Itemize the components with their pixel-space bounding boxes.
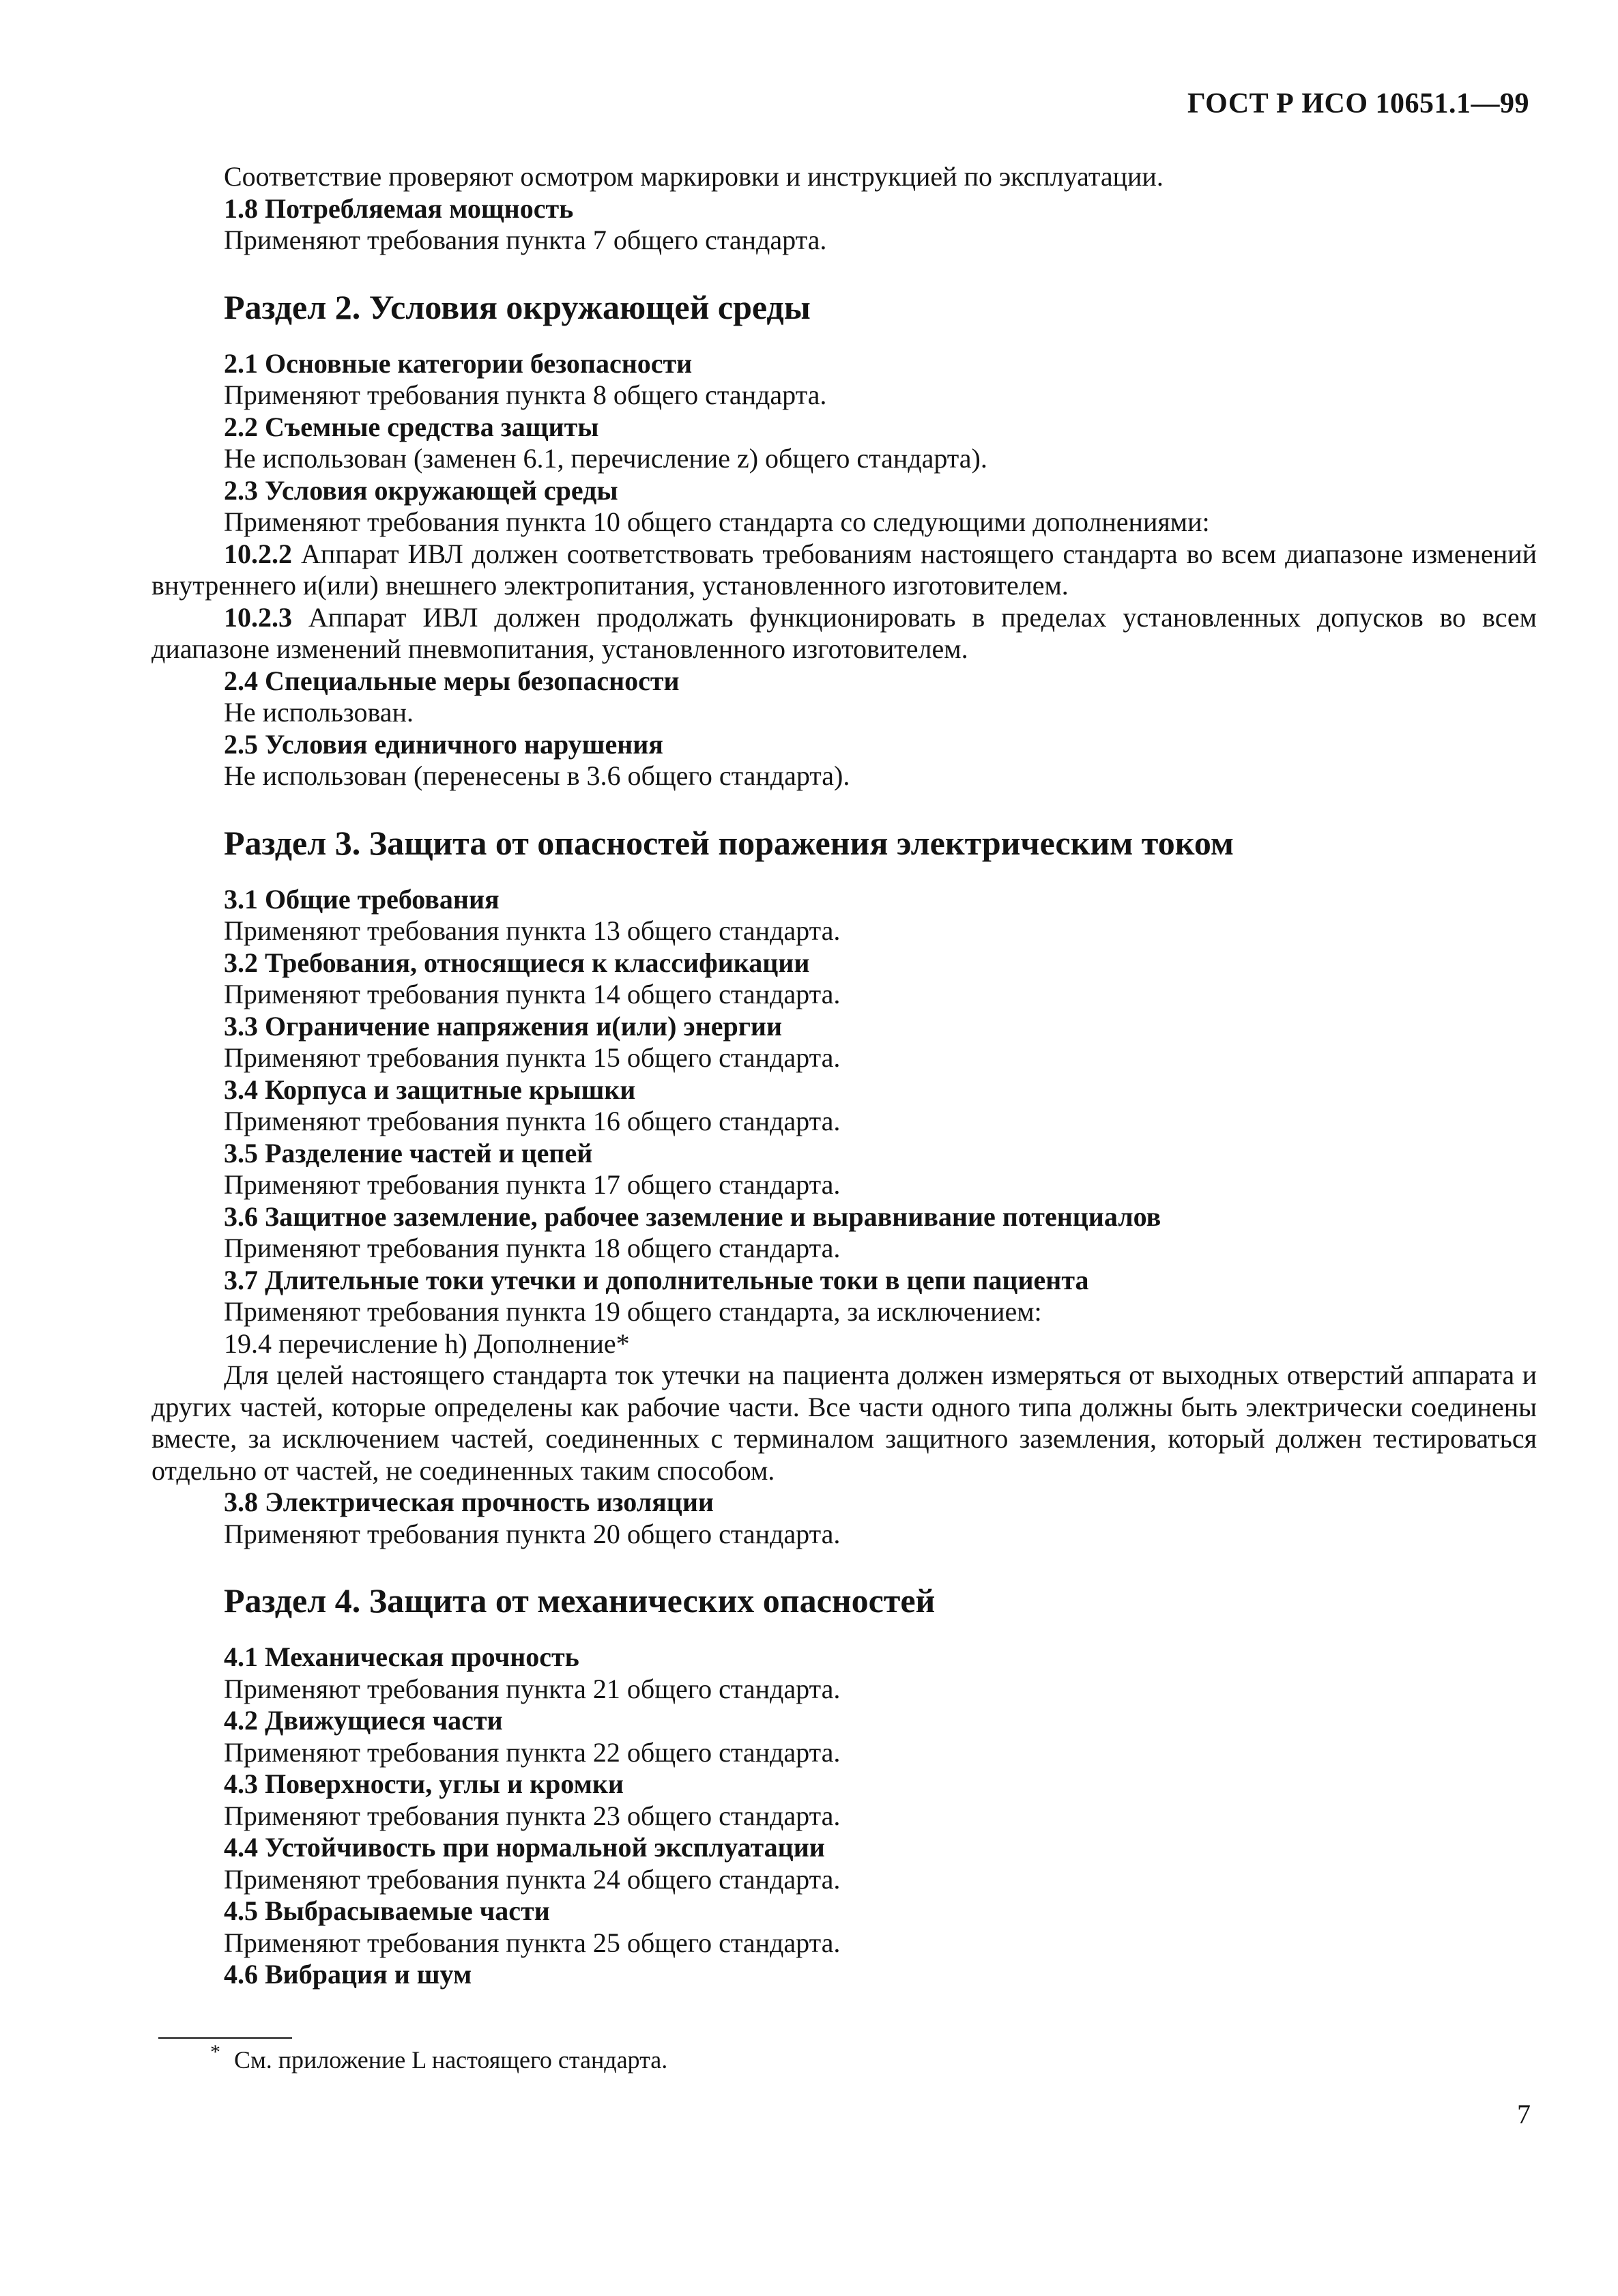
text-line: Не использован (перенесены в 3.6 общего стандарта). <box>224 760 850 791</box>
clause-heading: 4.2 Движущиеся части <box>224 1705 503 1736</box>
clause-number: 10.2.2 <box>224 538 292 569</box>
text-line: Применяют требования пункта 16 общего стандарта. <box>224 1106 841 1136</box>
text-line: Применяют требования пункта 7 общего стандарта. <box>224 225 827 255</box>
clause-heading: 3.7 Длительные токи утечки и дополнительные токи в цепи пациента <box>224 1264 1089 1295</box>
text-line: Применяют требования пункта 14 общего стандарта. <box>224 979 841 1009</box>
clause-heading: 4.1 Механическая прочность <box>224 1641 579 1672</box>
text-line: Применяют требования пункта 25 общего стандарта. <box>224 1927 841 1958</box>
text-line: Не использован (заменен 6.1, перечисление z) общего стандарта). <box>224 443 987 474</box>
page-number: 7 <box>1517 2099 1531 2129</box>
text-line: Применяют требования пункта 17 общего стандарта. <box>224 1169 841 1200</box>
text-line: Применяют требования пункта 23 общего стандарта. <box>224 1800 841 1831</box>
clause-heading: 3.4 Корпуса и защитные крышки <box>224 1074 636 1105</box>
document-body <box>151 161 1537 1991</box>
paragraph <box>151 1360 1537 1487</box>
paragraph-text: Для целей настоящего стандарта ток утечки на пациента должен измеряться от выходных отверстий аппарата и других частей, которые определены как рабочие части. Все части одного типа должны быть электрически соединены вместе, за исключением частей, соединенных с терминалом защитного заземления, который должен тестироваться отдельно от частей, не соединенных таким способом. <box>151 1360 1537 1486</box>
clause-heading: 4.4 Устойчивость при нормальной эксплуатации <box>224 1832 825 1863</box>
section-heading: Раздел 3. Защита от опасностей поражения электрическим током <box>224 823 1234 862</box>
clause-heading: 3.5 Разделение частей и цепей <box>224 1137 593 1168</box>
text-line: Применяют требования пункта 18 общего стандарта. <box>224 1233 841 1263</box>
text-line: Применяют требования пункта 22 общего стандарта. <box>224 1736 841 1768</box>
clause-heading: 2.4 Специальные меры безопасности <box>224 665 680 696</box>
text-line: Применяют требования пункта 10 общего стандарта со следующими дополнениями: <box>224 506 1210 537</box>
paragraph <box>151 602 1537 665</box>
clause-heading: 2.2 Съемные средства защиты <box>224 411 599 442</box>
footnote-text: См. приложение L настоящего стандарта. <box>234 2046 668 2073</box>
clause-heading: 4.3 Поверхности, углы и кромки <box>224 1768 624 1799</box>
clause-heading: 3.6 Защитное заземление, рабочее заземление и выравнивание потенциалов <box>224 1201 1161 1232</box>
paragraph-text: Аппарат ИВЛ должен продолжать функционировать в пределах установленных допусков во всем диапазоне изменений пневмопитания, установленного изготовителем. <box>151 601 1537 664</box>
paragraph <box>151 539 1537 602</box>
clause-heading: 3.8 Электрическая прочность изоляции <box>224 1487 714 1517</box>
text-line: Применяют требования пункта 24 общего стандарта. <box>224 1863 841 1895</box>
clause-heading: 2.3 Условия окружающей среды <box>224 474 618 506</box>
text-line: Не использован. <box>224 697 414 728</box>
footnote <box>210 2041 668 2077</box>
clause-number: 10.2.3 <box>224 601 292 633</box>
clause-heading: 3.2 Требования, относящиеся к классификации <box>224 947 810 978</box>
paragraph-text: Аппарат ИВЛ должен соответствовать требованиям настоящего стандарта во всем диапазоне изменений внутреннего и(или) внешнего электропитания, установленного изготовителем. <box>151 538 1537 601</box>
text-line: Соответствие проверяют осмотром маркировки и инструкцией по эксплуатации. <box>224 161 1164 192</box>
text-line: Применяют требования пункта 8 общего стандарта. <box>224 379 827 410</box>
text-line: Применяют требования пункта 13 общего стандарта. <box>224 915 841 946</box>
section-heading: Раздел 4. Защита от механических опасностей <box>224 1581 936 1620</box>
text-line: Применяют требования пункта 20 общего стандарта. <box>224 1518 841 1549</box>
text-line: Применяют требования пункта 15 общего стандарта. <box>224 1042 841 1073</box>
clause-heading: 4.5 Выбрасываемые части <box>224 1895 550 1926</box>
text-line: 19.4 перечисление h) Дополнение* <box>224 1328 630 1359</box>
clause-heading: 3.3 Ограничение напряжения и(или) энергии <box>224 1010 783 1042</box>
clause-heading: 4.6 Вибрация и шум <box>224 1959 472 1990</box>
document-header: ГОСТ Р ИСО 10651.1—99 <box>1187 88 1529 119</box>
footnote-mark: * <box>210 2041 220 2063</box>
section-heading: Раздел 2. Условия окружающей среды <box>224 287 811 326</box>
clause-heading: 3.1 Общие требования <box>224 883 500 915</box>
text-line: Применяют требования пункта 21 общего стандарта. <box>224 1673 841 1704</box>
clause-heading: 1.8 Потребляемая мощность <box>224 192 574 224</box>
footnote-rule <box>158 2037 292 2039</box>
text-line: Применяют требования пункта 19 общего стандарта, за исключением: <box>224 1296 1042 1327</box>
clause-heading: 2.1 Основные категории безопасности <box>224 347 693 379</box>
clause-heading: 2.5 Условия единичного нарушения <box>224 728 663 760</box>
